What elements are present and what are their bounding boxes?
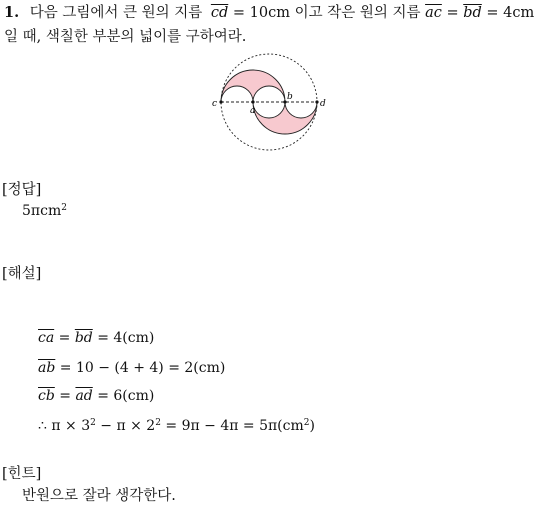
line-3-rest: = 6(cm): [97, 388, 155, 404]
explanation-heading: [해설]: [2, 266, 42, 282]
answer-text: 5πcm: [22, 203, 62, 219]
label-b: b: [287, 92, 293, 102]
segment-bd-2: $\overline{bd}$: [74, 330, 93, 346]
exp-2: 2: [155, 418, 161, 428]
segment-cd: $\overline{cd}$: [210, 5, 229, 21]
segment-ab: $\overline{ab}$: [38, 360, 56, 376]
label-c: c: [212, 99, 218, 109]
line-4-b: − π × 2: [95, 418, 156, 434]
question-line-1: [4, 4, 534, 22]
answer-heading: [정답]: [2, 182, 42, 198]
explanation-line-4: [38, 418, 315, 434]
question-text-part2: = 10cm 이고 작은 원의 지름: [232, 5, 421, 21]
point-d: [315, 100, 318, 103]
segment-ac: $\overline{ac}$: [425, 5, 442, 21]
segment-ad: $\overline{ad}$: [75, 388, 93, 404]
line-4-c: = 9π − 4π = 5π(cm: [160, 418, 304, 434]
question-number: 1.: [4, 4, 20, 21]
line-4-a: ∴ π × 3: [38, 418, 91, 434]
label-a: a: [250, 106, 256, 116]
line-4-d: ): [309, 418, 315, 434]
segment-ca: $\overline{ca}$: [38, 330, 55, 346]
answer-exp: 2: [61, 203, 67, 213]
hint-text: 반원으로 잘라 생각한다.: [22, 488, 176, 504]
question-eq-sign: =: [446, 5, 459, 21]
point-c: [219, 100, 222, 103]
answer-value: [22, 203, 67, 219]
label-d: d: [320, 99, 326, 109]
question-text-part1: 다음 그림에서 큰 원의 지름: [29, 5, 203, 21]
segment-bd: $\overline{bd}$: [463, 5, 482, 21]
eq-sign-2: =: [59, 388, 71, 404]
circle-figure: [205, 52, 330, 152]
point-a: [251, 100, 254, 103]
segment-cb: $\overline{cb}$: [38, 388, 55, 404]
exp-1: 2: [90, 418, 96, 428]
hint-heading: [힌트]: [2, 466, 42, 482]
explanation-line-2: [38, 360, 225, 376]
line-2-rest: = 10 − (4 + 4) = 2(cm): [59, 360, 226, 376]
line-1-rest: = 4(cm): [97, 330, 155, 346]
question-text-part3: = 4cm: [486, 5, 534, 21]
exp-3: 2: [303, 418, 310, 428]
question-line-2: 일 때, 색칠한 부분의 넓이를 구하여라.: [4, 29, 247, 45]
explanation-line-1: [38, 330, 154, 346]
eq-sign: =: [58, 330, 71, 346]
explanation-line-3: [38, 388, 154, 404]
